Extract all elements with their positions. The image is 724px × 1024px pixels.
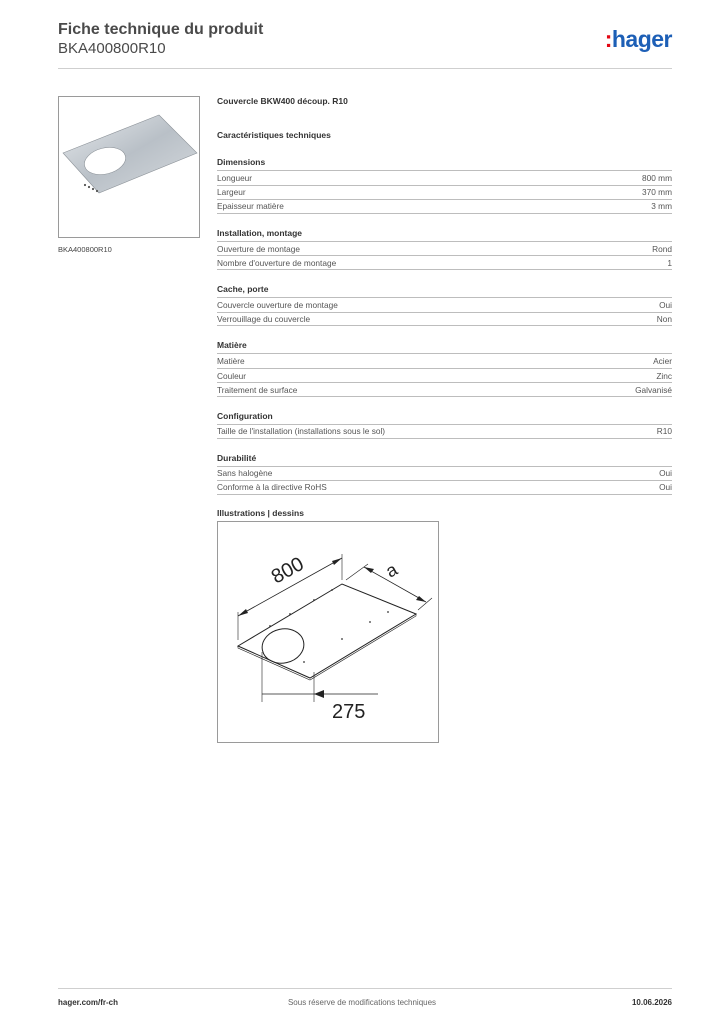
spec-label: Matière <box>217 355 245 366</box>
spec-value: 800 mm <box>642 172 672 183</box>
document-title: Fiche technique du produit <box>58 21 264 38</box>
spec-value: 370 mm <box>642 187 672 198</box>
spec-value: Zinc <box>656 370 672 381</box>
spec-row <box>217 368 672 383</box>
spec-label: Couleur <box>217 370 247 381</box>
dimension-drawing <box>218 522 438 742</box>
spec-group-title: Dimensions <box>217 157 266 167</box>
hager-logo <box>605 28 672 51</box>
spec-value: Non <box>656 313 672 324</box>
spec-group-dimensions <box>217 156 672 214</box>
spec-row <box>217 466 672 481</box>
spec-value: Acier <box>653 355 672 366</box>
logo-mark: : <box>604 26 612 52</box>
spec-label: Nombre d'ouverture de montage <box>217 257 337 268</box>
dimension-length-label: 800 <box>267 552 308 589</box>
image-caption: BKA400800R10 <box>58 245 112 254</box>
spec-group-installation <box>217 227 672 270</box>
spec-label: Sans halogène <box>217 468 273 479</box>
specifications-panel <box>217 96 672 518</box>
footer-website-link[interactable]: hager.com/fr-ch <box>58 998 119 1007</box>
dimension-width-label: a <box>382 559 401 582</box>
spec-label: Largeur <box>217 187 246 198</box>
spec-value: Galvanisé <box>635 384 672 395</box>
technical-drawing <box>217 521 439 743</box>
spec-group-title: Cache, porte <box>217 283 269 294</box>
spec-group-title: Matière <box>217 340 247 351</box>
footer-date: 10.06.2026 <box>631 998 672 1007</box>
spec-value: Rond <box>652 243 672 254</box>
spec-group-cover <box>217 283 672 326</box>
spec-row <box>217 170 672 185</box>
spec-row <box>217 185 672 200</box>
spec-label: Longueur <box>217 172 253 183</box>
spec-row <box>217 480 672 495</box>
spec-value: R10 <box>656 426 672 437</box>
spec-row <box>217 382 672 397</box>
product-name: Couvercle BKW400 découp. R10 <box>217 96 348 106</box>
footer-divider <box>58 988 672 989</box>
spec-value: 1 <box>667 257 672 268</box>
spec-row <box>217 241 672 256</box>
spec-group-title: Installation, montage <box>217 227 303 238</box>
specifications-heading: Caractéristiques techniques <box>217 130 331 140</box>
spec-row <box>217 312 672 327</box>
spec-value: 3 mm <box>651 201 672 212</box>
spec-value: Oui <box>659 468 672 479</box>
spec-row <box>217 297 672 312</box>
spec-row <box>217 255 672 270</box>
spec-label: Couvercle ouverture de montage <box>217 299 338 310</box>
footer-disclaimer: Sous réserve de modifications techniques <box>287 998 437 1007</box>
spec-label: Verrouillage du couvercle <box>217 313 311 324</box>
product-reference: BKA400800R10 <box>58 40 166 57</box>
cover-plate-image <box>59 97 199 237</box>
spec-row <box>217 199 672 214</box>
spec-value: Oui <box>659 482 672 493</box>
spec-row <box>217 353 672 368</box>
spec-label: Epaisseur matière <box>217 201 284 212</box>
logo-text: hager <box>611 26 672 52</box>
spec-group-durability <box>217 452 672 495</box>
spec-label: Ouverture de montage <box>217 243 301 254</box>
spec-label: Taille de l'installation (installations sous le sol) <box>217 426 386 437</box>
spec-group-title: Durabilité <box>217 452 257 463</box>
illustrations-heading: Illustrations | dessins <box>217 507 304 518</box>
spec-row <box>217 424 672 439</box>
spec-label: Traitement de surface <box>217 384 298 395</box>
spec-group-title: Configuration <box>217 410 273 421</box>
product-image <box>58 96 200 238</box>
spec-value: Oui <box>659 299 672 310</box>
spec-group-material <box>217 339 672 397</box>
spec-group-configuration <box>217 410 672 439</box>
dimension-offset-label: 275 <box>332 701 366 723</box>
spec-label: Conforme à la directive RoHS <box>217 482 327 493</box>
header-divider <box>58 68 672 69</box>
